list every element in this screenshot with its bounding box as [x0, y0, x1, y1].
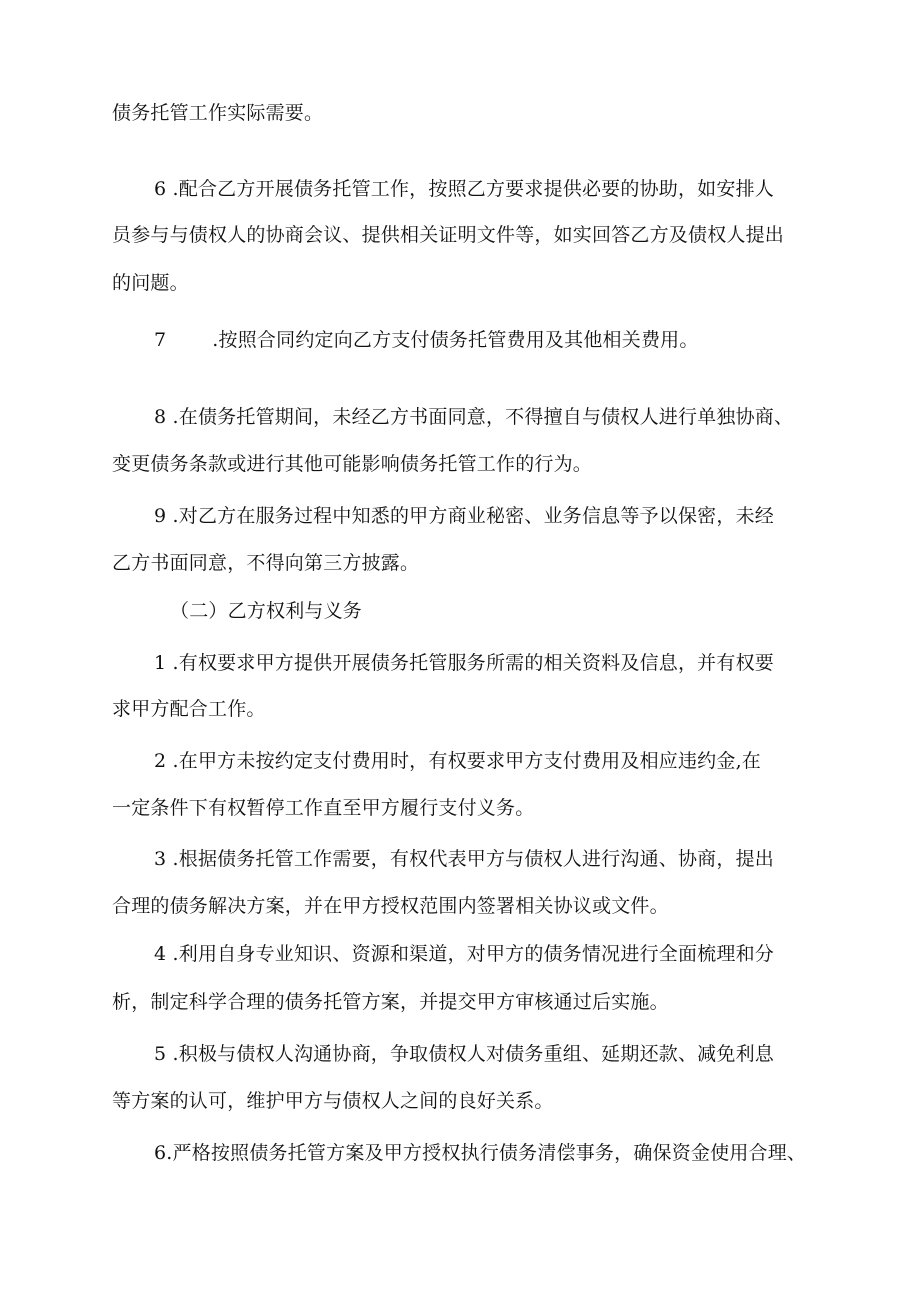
item-text: .按照合同约定向乙方支付债务托管费用及其他相关费用。: [212, 329, 699, 351]
paragraph-line: 6 .配合乙方开展债务托管工作，按照乙方要求提供必要的协助，如安排人: [154, 178, 774, 200]
paragraph-line: 求甲方配合工作。: [112, 698, 266, 720]
paragraph-line: 析，制定科学合理的债务托管方案，并提交甲方审核通过后实施。: [112, 991, 669, 1013]
paragraph-line: 8 .在债务托管期间，未经乙方书面同意，不得擅自与债权人进行单独协商、: [154, 406, 794, 428]
paragraph-line: 1 .有权要求甲方提供开展债务托管服务所需的相关资料及信息，并有权要: [154, 652, 774, 674]
paragraph-line: 9 .对乙方在服务过程中知悉的甲方商业秘密、业务信息等予以保密，未经: [154, 505, 774, 527]
paragraph-line: 4 .利用自身专业知识、资源和渠道，对甲方的债务情况进行全面梳理和分: [154, 943, 774, 965]
paragraph-line: 2 .在甲方未按约定支付费用时，有权要求甲方支付费用及相应违约金,在: [154, 750, 762, 772]
paragraph-line: 3 .根据债务托管工作需要，有权代表甲方与债权人进行沟通、协商，提出: [154, 848, 774, 870]
paragraph-line: 员参与与债权人的协商会议、提供相关证明文件等，如实回答乙方及债权人提出: [112, 224, 785, 246]
paragraph-line: 等方案的认可，维护甲方与债权人之间的良好关系。: [112, 1090, 554, 1112]
paragraph-line: 乙方书面同意，不得向第三方披露。: [112, 552, 420, 574]
paragraph-line: 的问题。: [112, 272, 189, 294]
paragraph-line: 6.严格按照债务托管方案及甲方授权执行债务清偿事务，确保资金使用合理、: [154, 1142, 807, 1164]
paragraph-line: [154, 328, 854, 352]
section-heading: （二）乙方权利与义务: [170, 600, 363, 622]
paragraph-line: 一定条件下有权暂停工作直至甲方履行支付义务。: [112, 797, 535, 819]
paragraph-line: 5 .积极与债权人沟通协商，争取债权人对债务重组、延期还款、减免利息: [154, 1043, 774, 1065]
item-number: 7: [154, 329, 167, 351]
paragraph-line: 合理的债务解决方案，并在甲方授权范围内签署相关协议或文件。: [112, 895, 669, 917]
paragraph-line: 债务托管工作实际需要。: [112, 102, 324, 124]
paragraph-line: 变更债务条款或进行其他可能影响债务托管工作的行为。: [112, 453, 593, 475]
